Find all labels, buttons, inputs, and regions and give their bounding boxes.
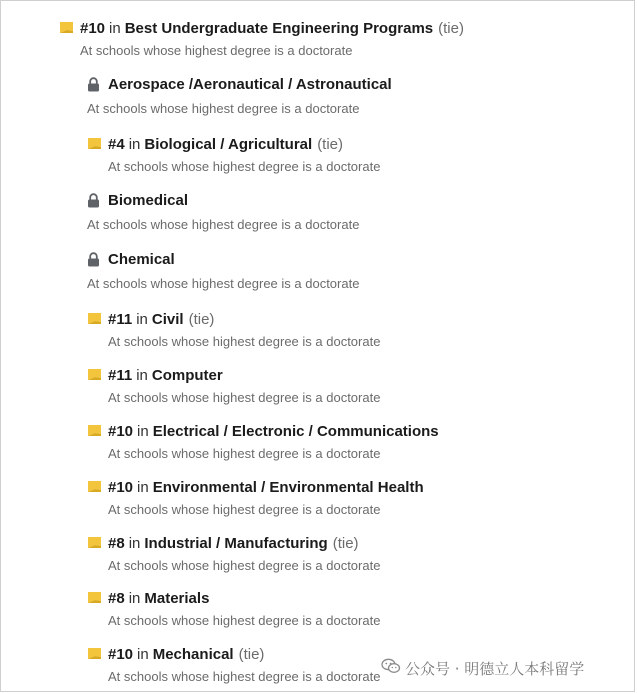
program-name[interactable]: Electrical / Electronic / Communications bbox=[152, 423, 439, 440]
lock-icon bbox=[87, 252, 100, 267]
in-word: in bbox=[128, 535, 141, 552]
in-word: in bbox=[128, 136, 141, 153]
program-subtitle: At schools whose highest degree is a doctorate bbox=[108, 159, 381, 174]
program-name[interactable]: Best Undergraduate Engineering Programs bbox=[124, 20, 434, 37]
program-title bbox=[108, 421, 439, 443]
program-title bbox=[108, 588, 209, 610]
wechat-logo-icon bbox=[381, 658, 405, 678]
ribbon-badge-icon bbox=[87, 647, 102, 660]
ribbon-badge-icon bbox=[87, 591, 102, 604]
ribbon-badge-icon bbox=[87, 137, 102, 150]
tie-label: (tie) bbox=[438, 20, 464, 37]
program-title bbox=[108, 644, 264, 666]
lock-icon bbox=[87, 193, 100, 208]
ribbon-badge-icon bbox=[87, 480, 102, 493]
in-word: in bbox=[137, 479, 149, 496]
in-word: in bbox=[136, 311, 148, 328]
ribbon-badge-icon bbox=[59, 21, 74, 34]
program-subtitle: At schools whose highest degree is a doctorate bbox=[87, 276, 360, 291]
program-subtitle: At schools whose highest degree is a doctorate bbox=[108, 334, 381, 349]
program-name[interactable]: Chemical bbox=[108, 251, 175, 268]
program-name[interactable]: Biomedical bbox=[108, 192, 189, 209]
program-title bbox=[108, 74, 392, 96]
lock-icon bbox=[87, 77, 100, 92]
program-subtitle: At schools whose highest degree is a doctorate bbox=[108, 558, 381, 573]
rank-number: #10 bbox=[108, 479, 134, 496]
program-subtitle: At schools whose highest degree is a doctorate bbox=[108, 613, 381, 628]
program-subtitle: At schools whose highest degree is a doctorate bbox=[108, 446, 381, 461]
program-name[interactable]: Materials bbox=[144, 590, 210, 607]
tie-label: (tie) bbox=[317, 136, 344, 153]
rank-number: #4 bbox=[108, 136, 125, 153]
in-word: in bbox=[137, 423, 149, 440]
program-title bbox=[108, 190, 188, 212]
program-name[interactable]: Industrial / Manufacturing bbox=[144, 535, 328, 552]
program-title bbox=[108, 477, 424, 499]
program-subtitle: At schools whose highest degree is a doctorate bbox=[108, 669, 381, 684]
ranking-subtitle: At schools whose highest degree is a doctorate bbox=[80, 43, 353, 58]
program-subtitle: At schools whose highest degree is a doctorate bbox=[108, 390, 381, 405]
program-name[interactable]: Mechanical bbox=[152, 646, 234, 663]
tie-label: (tie) bbox=[238, 646, 265, 663]
ribbon-badge-icon bbox=[87, 424, 102, 437]
program-name[interactable]: Biological / Agricultural bbox=[144, 136, 313, 153]
ranking-title bbox=[80, 18, 464, 40]
ribbon-badge-icon bbox=[87, 368, 102, 381]
in-word: in bbox=[137, 646, 149, 663]
in-word: in bbox=[136, 367, 148, 384]
program-title bbox=[108, 309, 214, 331]
program-subtitle: At schools whose highest degree is a doctorate bbox=[108, 502, 381, 517]
program-name[interactable]: Aerospace /Aeronautical / Astronautical bbox=[108, 76, 392, 93]
tie-label: (tie) bbox=[188, 311, 215, 328]
program-title bbox=[108, 365, 223, 387]
ribbon-badge-icon bbox=[87, 536, 102, 549]
program-title bbox=[108, 533, 359, 555]
tie-label: (tie) bbox=[332, 535, 359, 552]
rank-number: #10 bbox=[80, 20, 106, 37]
program-name[interactable]: Civil bbox=[151, 311, 184, 328]
rank-number: #10 bbox=[108, 646, 134, 663]
rank-number: #11 bbox=[108, 311, 133, 328]
program-title bbox=[108, 249, 175, 271]
in-word: in bbox=[109, 20, 121, 37]
rank-number: #8 bbox=[108, 590, 125, 607]
rank-number: #8 bbox=[108, 535, 125, 552]
rank-number: #11 bbox=[108, 367, 133, 384]
watermark bbox=[381, 656, 584, 680]
program-subtitle: At schools whose highest degree is a doctorate bbox=[87, 101, 360, 116]
in-word: in bbox=[128, 590, 141, 607]
watermark-text: 公众号 · 明德立人本科留学 bbox=[405, 659, 585, 678]
program-name[interactable]: Environmental / Environmental Health bbox=[152, 479, 424, 496]
program-subtitle: At schools whose highest degree is a doctorate bbox=[87, 217, 360, 232]
program-title bbox=[108, 134, 343, 156]
program-name[interactable]: Computer bbox=[151, 367, 223, 384]
rank-number: #10 bbox=[108, 423, 134, 440]
ribbon-badge-icon bbox=[87, 312, 102, 325]
